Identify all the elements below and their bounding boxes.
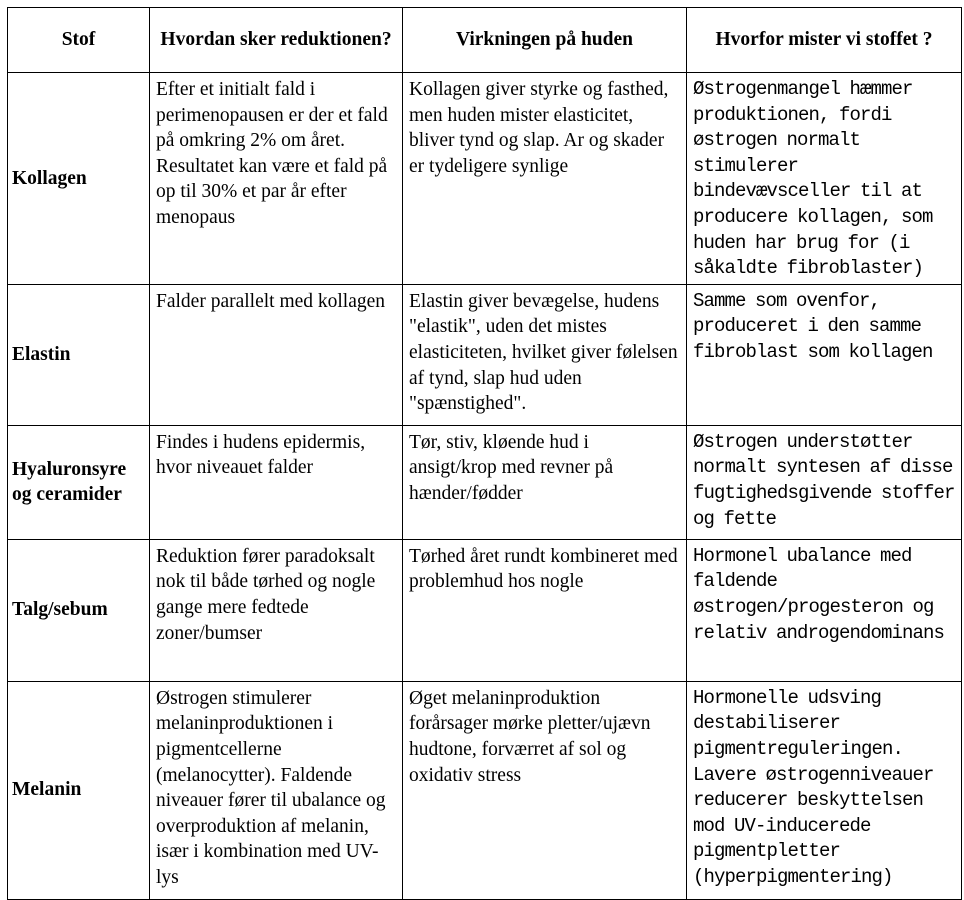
cell-reduktion: Falder parallelt med kollagen	[150, 284, 403, 425]
cell-reduktion: Østrogen stimulerer melaninproduktionen i pigmentcellerne (melanocytter). Faldende niveauer fører til ubalance og overproduktion af melanin, især i kombination med UV-lys	[150, 681, 403, 899]
header-reduktion: Hvordan sker reduktionen?	[150, 8, 403, 73]
cell-virkning: Tør, stiv, kløende hud i ansigt/krop med revner på hænder/fødder	[403, 425, 687, 539]
cell-virkning: Øget melaninproduktion forårsager mørke pletter/ujævn hudtone, forværret af sol og oxidativ stress	[403, 681, 687, 899]
hormone-skin-table	[7, 7, 962, 900]
cell-stof: Melanin	[8, 681, 150, 899]
cell-hvorfor: Hormonel ubalance med faldende østrogen/progesteron og relativ androgendominans	[687, 539, 962, 681]
cell-virkning: Kollagen giver styrke og fasthed, men huden mister elasticitet, bliver tynd og slap. Ar og skader er tydeligere synlige	[403, 73, 687, 285]
cell-reduktion: Reduktion fører paradoksalt nok til både tørhed og nogle gange mere fedtede zoner/bumser	[150, 539, 403, 681]
cell-stof: Hyaluronsyre og ceramider	[8, 425, 150, 539]
table-row	[8, 284, 962, 425]
table-header-row	[8, 8, 962, 73]
cell-stof: Elastin	[8, 284, 150, 425]
cell-virkning: Tørhed året rundt kombineret med problemhud hos nogle	[403, 539, 687, 681]
header-stof: Stof	[8, 8, 150, 73]
cell-hvorfor: Samme som ovenfor, produceret i den samme fibroblast som kollagen	[687, 284, 962, 425]
cell-hvorfor: Østrogen understøtter normalt syntesen af disse fugtighedsgivende stoffer og fette	[687, 425, 962, 539]
cell-reduktion: Findes i hudens epidermis, hvor niveauet falder	[150, 425, 403, 539]
table-row	[8, 73, 962, 285]
table-row	[8, 539, 962, 681]
table-row	[8, 681, 962, 899]
cell-stof: Talg/sebum	[8, 539, 150, 681]
header-virkning: Virkningen på huden	[403, 8, 687, 73]
header-hvorfor: Hvorfor mister vi stoffet ?	[687, 8, 962, 73]
cell-hvorfor: Østrogenmangel hæmmer produktionen, fordi østrogen normalt stimulerer bindevævsceller til at producere kollagen, som huden har brug for (i såkaldte fibroblaster)	[687, 73, 962, 285]
table-row	[8, 425, 962, 539]
cell-reduktion: Efter et initialt fald i perimenopausen er der et fald på omkring 2% om året. Resultatet kan være et fald på op til 30% et par år efter menopaus	[150, 73, 403, 285]
cell-stof: Kollagen	[8, 73, 150, 285]
cell-virkning: Elastin giver bevægelse, hudens "elastik", uden det mistes elasticiteten, hvilket giver følelsen af tynd, slap hud uden "spænstighed".	[403, 284, 687, 425]
cell-hvorfor: Hormonelle udsving destabiliserer pigmentreguleringen. Lavere østrogenniveauer reducerer beskyttelsen mod UV-inducerede pigmentpletter (hyperpigmentering)	[687, 681, 962, 899]
